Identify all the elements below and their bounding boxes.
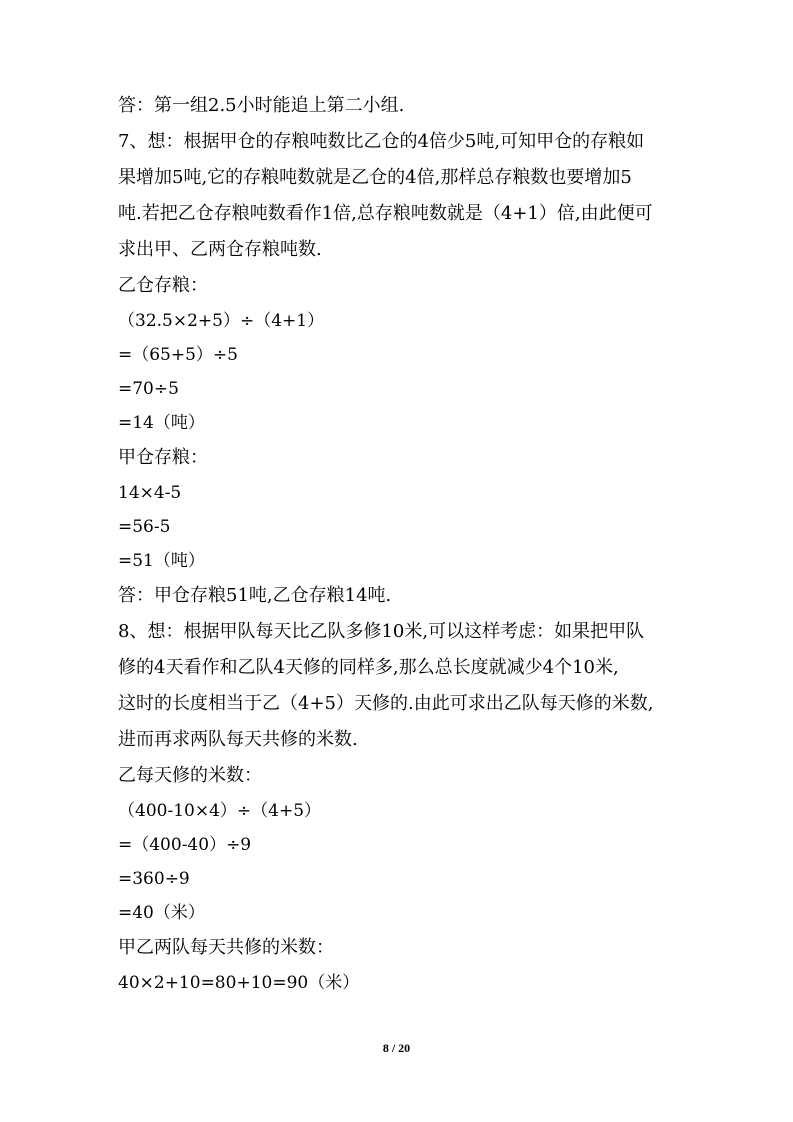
section-label: 甲仓存粮：	[118, 447, 208, 468]
calculation-line: =（400-40）÷9	[118, 835, 252, 855]
calculation-line: =56-5	[118, 517, 171, 537]
calculation-line: （32.5×2+5）÷（4+1）	[118, 311, 325, 331]
calculation-line: 40×2+10=80+10=90（米）	[118, 973, 360, 993]
section-label: 甲乙两队每天共修的米数：	[118, 937, 334, 958]
paragraph-line: 8、想：根据甲队每天比乙队多修10米,可以这样考虑：如果把甲队	[118, 621, 645, 642]
page-number: 8 / 20	[382, 1041, 411, 1055]
calculation-line: =（65+5）÷5	[118, 345, 238, 365]
answer-line: 答：第一组2.5小时能追上第二小组.	[118, 95, 405, 116]
paragraph-line: 求出甲、乙两仓存粮吨数.	[118, 239, 322, 260]
calculation-line: =51（吨）	[118, 551, 205, 571]
calculation-line: （400-10×4）÷（4+5）	[118, 801, 322, 821]
answer-line: 答：甲仓存粮51吨,乙仓存粮14吨.	[118, 585, 392, 606]
calculation-line: =70÷5	[118, 379, 179, 399]
section-label: 乙仓存粮：	[118, 275, 208, 296]
calculation-line: =14（吨）	[118, 413, 205, 433]
paragraph-line: 果增加5吨,它的存粮吨数就是乙仓的4倍,那样总存粮数也要增加5	[118, 167, 632, 188]
calculation-line: 14×4-5	[118, 483, 182, 503]
paragraph-line: 修的4天看作和乙队4天修的同样多,那么总长度就减少4个10米,	[118, 657, 619, 678]
document-body	[118, 88, 678, 1000]
calculation-line: =360÷9	[118, 869, 190, 889]
paragraph-line: 7、想：根据甲仓的存粮吨数比乙仓的4倍少5吨,可知甲仓的存粮如	[118, 131, 645, 152]
paragraph-line: 进而再求两队每天共修的米数.	[118, 729, 358, 750]
section-label: 乙每天修的米数：	[118, 765, 262, 786]
calculation-line: =40（米）	[118, 903, 205, 923]
paragraph-line: 吨.若把乙仓存粮吨数看作1倍,总存粮吨数就是（4+1）倍,由此便可	[118, 203, 653, 224]
paragraph-line: 这时的长度相当于乙（4+5）天修的.由此可求出乙队每天修的米数,	[118, 693, 654, 714]
